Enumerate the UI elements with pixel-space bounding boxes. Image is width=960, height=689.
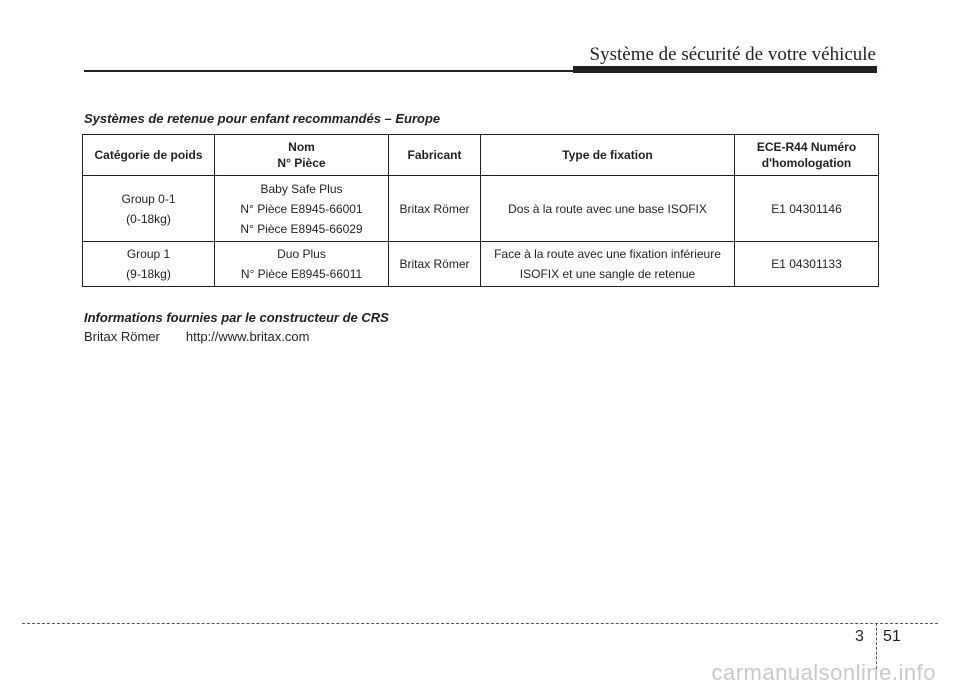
header-fixation: Type de fixation	[481, 135, 735, 176]
info-maker: Britax Römer	[84, 329, 160, 344]
page-number: 51	[883, 628, 901, 645]
header-rule	[84, 70, 576, 72]
header-ece-line2: d'homologation	[761, 156, 852, 170]
cell-weight	[83, 242, 215, 287]
header-ece	[735, 135, 879, 176]
section-title: Systèmes de retenue pour enfant recommandés – Europe	[84, 111, 441, 126]
cell-product-name: Baby Safe Plus	[260, 181, 343, 196]
cell-weight-range: (0-18kg)	[126, 211, 171, 226]
table-row	[83, 176, 879, 242]
crs-table	[82, 134, 879, 287]
cell-weight	[83, 176, 215, 242]
cell-fixation-line2: ISOFIX et une sangle de retenue	[519, 267, 696, 281]
cell-fixation	[481, 242, 735, 287]
cell-ece: E1 04301133	[735, 242, 879, 287]
watermark: carmanualsonline.info	[711, 660, 936, 685]
cell-part-number: N° Pièce E8945-66011	[240, 267, 363, 281]
footer-divider	[22, 623, 938, 624]
header-weight: Catégorie de poids	[83, 135, 215, 176]
info-line	[84, 329, 309, 344]
header-name-line1: Nom	[288, 140, 315, 154]
header-title: Système de sécurité de votre véhicule	[589, 44, 876, 65]
table-header-row	[83, 135, 879, 176]
cell-part-number: N° Pièce E8945-66029	[240, 221, 363, 236]
header-maker: Fabricant	[389, 135, 481, 176]
cell-group: Group 0-1	[121, 191, 176, 206]
cell-fixation: Dos à la route avec une base ISOFIX	[481, 176, 735, 242]
cell-name	[215, 176, 389, 242]
cell-ece: E1 04301146	[735, 176, 879, 242]
cell-product-name: Duo Plus	[277, 247, 326, 261]
header-name-line2: N° Pièce	[277, 156, 326, 170]
cell-maker: Britax Römer	[389, 176, 481, 242]
chapter-number: 3	[855, 628, 864, 645]
cell-weight-range: (9-18kg)	[126, 267, 171, 281]
cell-group: Group 1	[126, 247, 171, 261]
table-row	[83, 242, 879, 287]
info-title: Informations fournies par le constructeur de CRS	[84, 310, 389, 325]
cell-part-number: N° Pièce E8945-66001	[240, 201, 363, 216]
header-rule-accent	[573, 66, 877, 73]
header-name	[215, 135, 389, 176]
info-url-link[interactable]: http://www.britax.com	[185, 329, 310, 344]
cell-maker: Britax Römer	[389, 242, 481, 287]
cell-name	[215, 242, 389, 287]
cell-fixation-line1: Face à la route avec une fixation inférieure	[494, 247, 721, 261]
header-ece-line1: ECE-R44 Numéro	[756, 140, 857, 154]
